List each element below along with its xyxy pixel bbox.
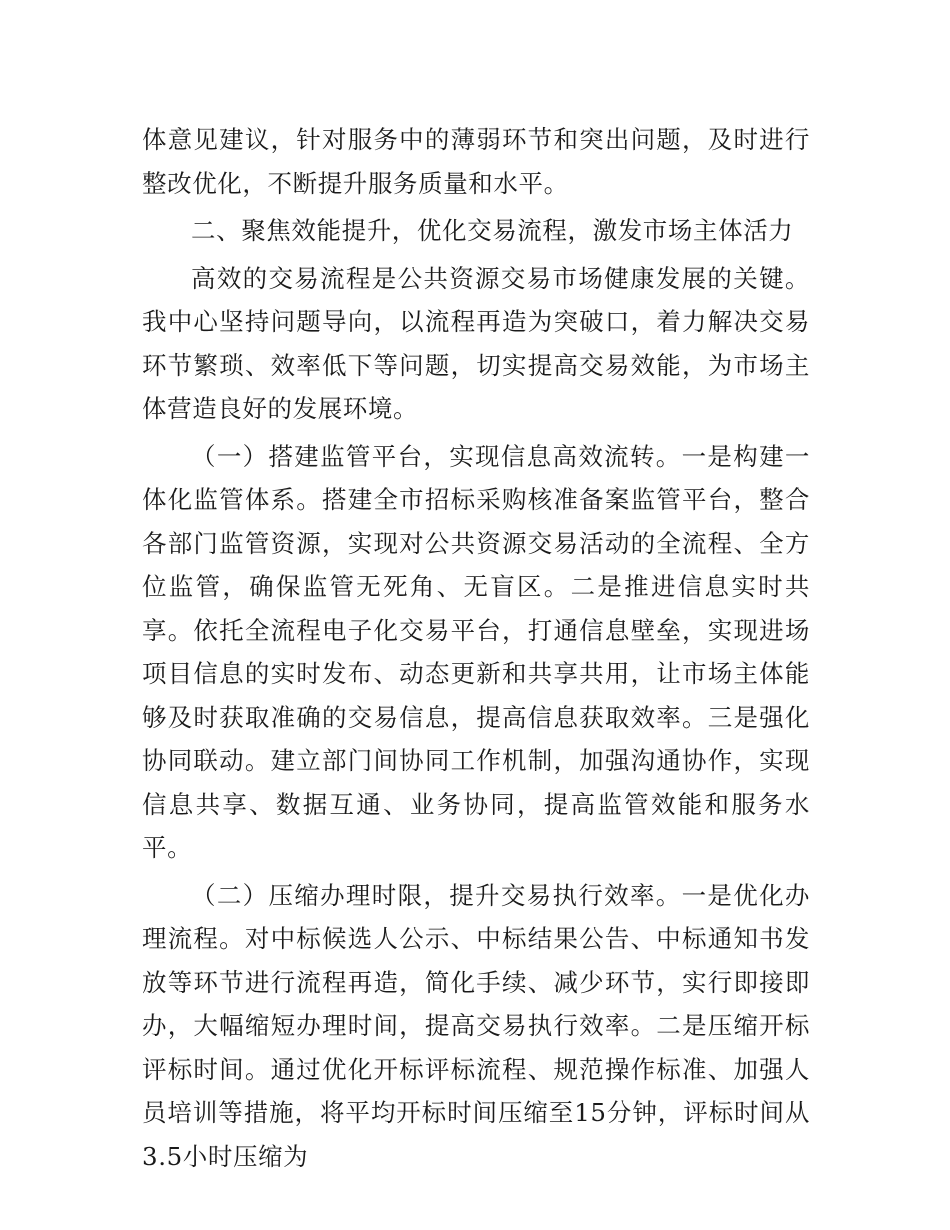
document-body xyxy=(142,118,810,1178)
section-heading: 二、聚焦效能提升，优化交易流程，激发市场主体活力 xyxy=(191,216,794,245)
paragraph-continuation: 体意见建议，针对服务中的薄弱环节和突出问题，及时进行整改优化，不断提升服务质量和水平。 xyxy=(142,125,810,198)
paragraph-subsection-2: （二）压缩办理时限，提升交易执行效率。一是优化办理流程。对中标候选人公示、中标结果公告、中标通知书发放等环节进行流程再造，简化手续、减少环节，实行即接即办，大幅缩短办理时间，提高交易执行效率。二是压缩开标评标时间。通过优化开标评标流程、规范操作标准、加强人员培训等措施，将平均开标时间压缩至15分钟，评标时间从3.5小时压缩为 xyxy=(142,880,810,1171)
paragraph-intro: 高效的交易流程是公共资源交易市场健康发展的关键。我中心坚持问题导向，以流程再造为突破口，着力解决交易环节繁琐、效率低下等问题，切实提高交易效能，为市场主体营造良好的发展环境。 xyxy=(142,263,810,423)
paragraph-subsection-1: （一）搭建监管平台，实现信息高效流转。一是构建一体化监管体系。搭建全市招标采购核准备案监管平台，整合各部门监管资源，实现对公共资源交易活动的全流程、全方位监管，确保监管无死角、无盲区。二是推进信息实时共享。依托全流程电子化交易平台，打通信息壁垒，实现进场项目信息的实时发布、动态更新和共享共用，让市场主体能够及时获取准确的交易信息，提高信息获取效率。三是强化协同联动。建立部门间协同工作机制，加强沟通协作，实现信息共享、数据互通、业务协同，提高监管效能和服务水平。 xyxy=(142,441,810,862)
